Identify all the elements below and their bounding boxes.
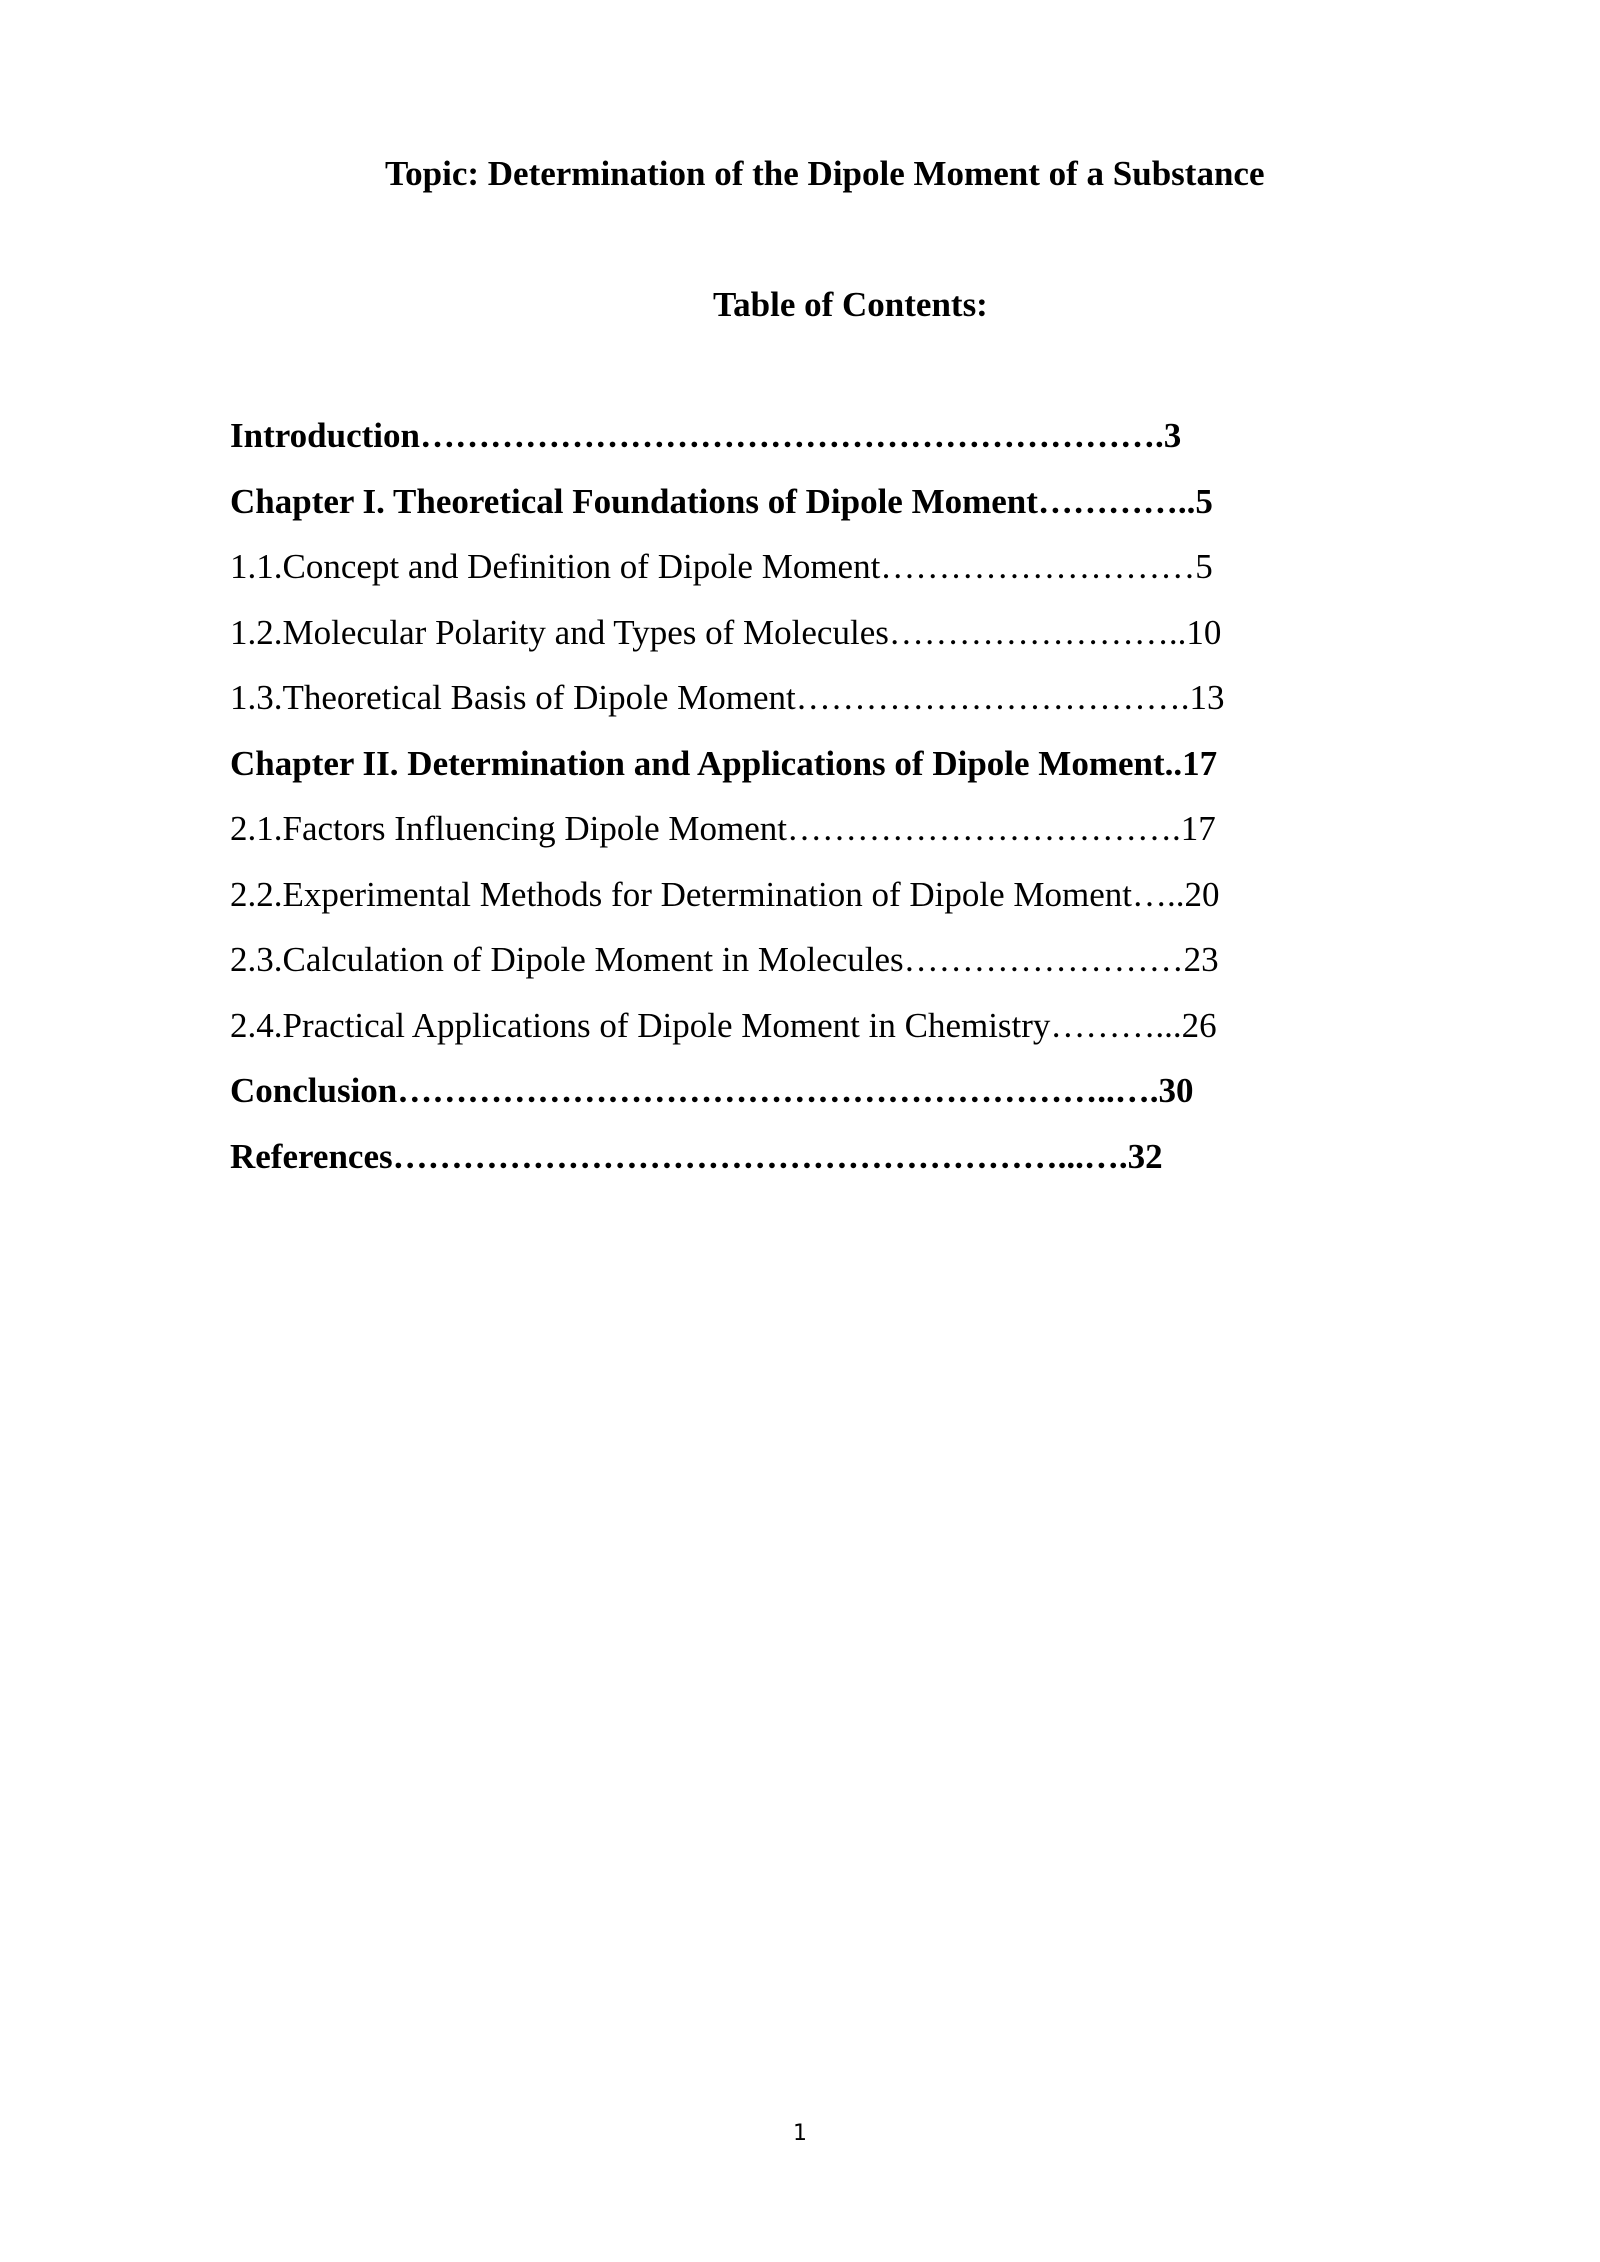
- toc-entry-references: References…………………………………………………...….32: [230, 1136, 1163, 1176]
- toc-entry-section-2-2: 2.2.Experimental Methods for Determination of Dipole Moment…..20: [230, 874, 1220, 914]
- toc-entry-section-2-4: 2.4.Practical Applications of Dipole Moment in Chemistry………...26: [230, 1005, 1217, 1045]
- toc-entry-chapter-1: Chapter I. Theoretical Foundations of Dipole Moment…………..5: [230, 481, 1213, 521]
- toc-entry-section-2-3: 2.3.Calculation of Dipole Moment in Molecules……………………23: [230, 940, 1219, 979]
- toc-entry-introduction: Introduction……………………………………………………….3: [230, 416, 1182, 455]
- page-number: 1: [793, 2121, 807, 2146]
- table-of-contents-list: [230, 414, 1380, 1200]
- toc-entry-conclusion: Conclusion……………………………………………………..….30: [230, 1071, 1194, 1110]
- toc-entry-chapter-2: Chapter II. Determination and Applications of Dipole Moment..17: [230, 743, 1218, 783]
- table-of-contents-heading: Table of Contents:: [713, 285, 988, 324]
- toc-entry-section-1-2: 1.2.Molecular Polarity and Types of Molecules……………………..10: [230, 612, 1222, 652]
- toc-entry-section-1-1: 1.1.Concept and Definition of Dipole Moment………………………5: [230, 547, 1213, 586]
- toc-entry-section-2-1: 2.1.Factors Influencing Dipole Moment…………………………….17: [230, 809, 1216, 848]
- document-topic-title: Topic: Determination of the Dipole Moment of a Substance: [385, 154, 1265, 193]
- toc-entry-section-1-3: 1.3.Theoretical Basis of Dipole Moment…………………………….13: [230, 678, 1225, 717]
